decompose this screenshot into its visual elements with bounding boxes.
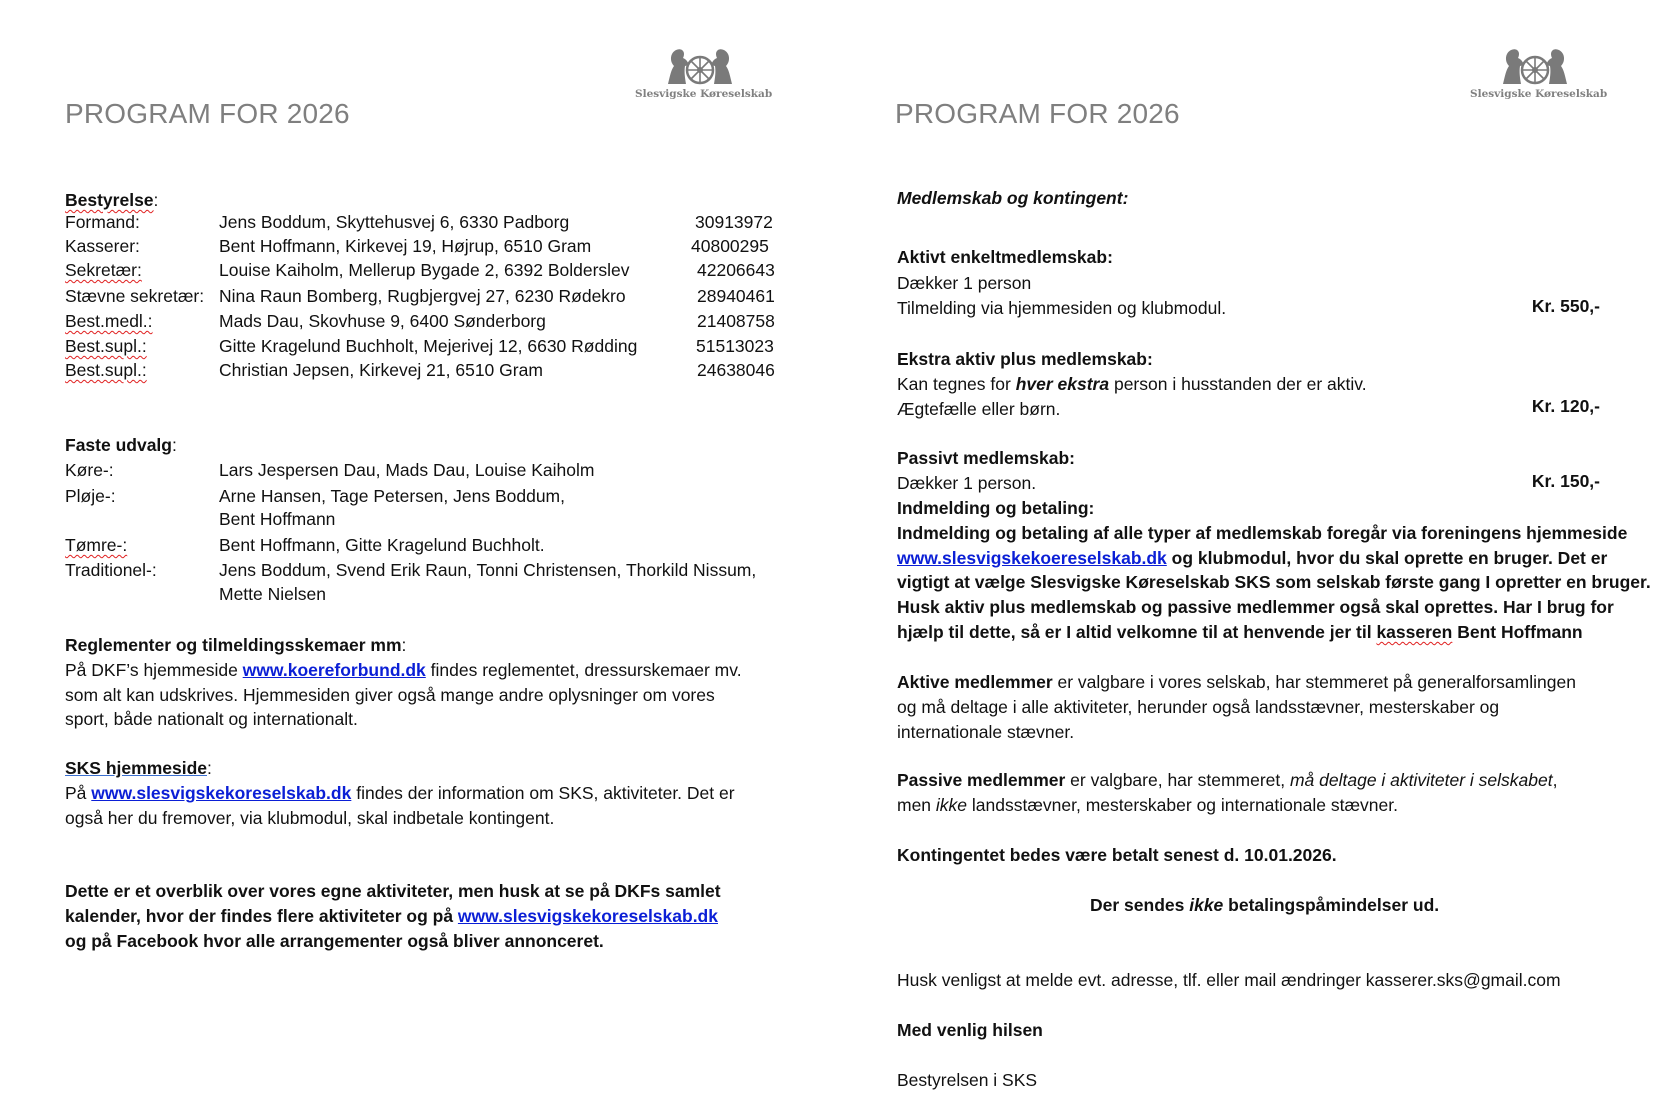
signature: Bestyrelsen i SKS [897,1070,1038,1090]
sks-website-link-2[interactable]: www.slesvigskekoreselskab.dk [457,905,718,926]
signup-section: Indmelding og betaling: Indmelding og betaling af alle typer af medlemskab foregår via foreningens hjemmeside www.slesvigskekoereselskab.dk og klubmodul, hvor du skal oprette en bruger. Det er vigtigt at vælge Slesvigske Køreselskab SKS som selskab første gang I opretter en bruger. Husk aktiv plus medlemskab og passive medlemmer også skal oprettes. Har I brug for hjælp til dette, så er I altid velkomne til at henvende jer til kasseren Bent Hoffmann [897,498,1651,642]
payment-deadline: Kontingentet bedes være betalt senest d. 10.01.2026. [897,845,1337,865]
board-role: Sekretær: [65,260,142,280]
logo-text: Slesvigske Køreselskab [1470,88,1608,100]
board-role: Best.supl.: [65,360,147,380]
page-title: PROGRAM FOR 2026 [65,98,350,129]
board-heading: Bestyrelse: [65,190,159,210]
price-passive: Kr. 150,- [1531,471,1600,491]
board-address: Gitte Kragelund Buchholt, Mejerivej 12, 6630 Rødding [219,336,638,356]
board-role: Best.supl.: [65,336,147,356]
committees-heading: Faste udvalg: [65,435,177,455]
closing-greeting: Med venlig hilsen [897,1020,1043,1040]
board-phone: 28940461 [697,286,775,306]
membership-section-heading: Medlemskab og kontingent: [897,188,1129,208]
lions-wheel-crest-icon [660,40,740,86]
committee-name: Tømre-: [65,535,128,555]
committee-members: Arne Hansen, Tage Petersen, Jens Boddum, [219,486,566,506]
no-reminder-notice: Der sendes ikke betalingspåmindelser ud. [1090,895,1440,915]
page-title: PROGRAM FOR 2026 [895,98,1180,129]
sks-website-link[interactable]: www.slesvigskekoreselskab.dk [91,782,352,803]
lions-wheel-crest-icon [1495,40,1575,86]
board-address: Nina Raun Bomberg, Rugbjergvej 27, 6230 Rødekro [219,286,626,306]
board-phone: 40800295 [691,236,769,256]
committee-members: Mette Nielsen [219,584,326,604]
membership-active-single: Aktivt enkeltmedlemskab: Dækker 1 person Tilmelding via hjemmesiden og klubmodul. [897,243,1226,321]
club-logo [1470,40,1608,100]
board-address: Louise Kaiholm, Mellerup Bygade 2, 6392 Bolderslev [219,260,630,280]
rules-heading: Reglementer og tilmeldingsskemaer mm [65,635,402,655]
committee-name: Køre-: [65,460,114,480]
overview-section: Dette er et overblik over vores egne aktiviteter, men husk at se på DKFs samlet kalender, hvor der findes flere aktiviteter og på www.slesvigskekoreselskab.dk og på Facebook hvor alle arrangementer også bliver annonceret. [65,881,721,951]
board-address: Bent Hoffmann, Kirkevej 19, Højrup, 6510 Gram [219,236,592,256]
sks-website-link[interactable]: www.slesvigskekoereselskab.dk [897,547,1167,568]
board-phone: 51513023 [696,336,774,356]
committee-name: Pløje-: [65,486,116,506]
board-phone: 21408758 [697,311,775,331]
committee-members: Jens Boddum, Svend Erik Raun, Tonni Christensen, Thorkild Nissum, [219,560,757,580]
membership-heading: Passivt medlemskab: [897,448,1076,468]
board-address: Christian Jepsen, Kirkevej 21, 6510 Gram [219,360,543,380]
board-role: Best.medl.: [65,311,153,331]
committee-members: Lars Jespersen Dau, Mads Dau, Louise Kaiholm [219,460,595,480]
membership-extra-active: Ekstra aktiv plus medlemskab: Kan tegnes for hver ekstra person i husstanden der er aktiv. Ægtefælle eller børn. [897,349,1367,419]
membership-heading: Aktivt enkeltmedlemskab: [897,247,1113,267]
committees-heading-text: Faste udvalg [65,435,172,455]
board-role: Stævne sekretær: [65,286,205,306]
active-members-info: Aktive medlemmer er valgbare i vores selskab, har stemmeret på generalforsamlingen og må deltage i alle aktiviteter, herunder også landsstævner, mesterskaber og internationale stævner. [897,672,1576,742]
board-role: Kasserer: [65,236,140,256]
rules-section: Reglementer og tilmeldingsskemaer mm: På DKF’s hjemmeside www.koereforbund.dk findes reglementet, dressurskemaer mv. som alt kan udskrives. Hjemmesiden giver også mange andre oplysninger om vores sport, både nationalt og internationalt. [65,635,742,730]
logo-text: Slesvigske Køreselskab [635,88,773,100]
board-phone: 30913972 [695,212,773,232]
membership-passive: Passivt medlemskab: Dækker 1 person. [897,448,1076,493]
board-phone: 24638046 [697,360,775,380]
committee-members: Bent Hoffmann, Gitte Kragelund Buchholt. [219,535,545,555]
board-phone: 42206643 [697,260,775,280]
passive-members-info: Passive medlemmer er valgbare, har stemmeret, må deltage i aktiviteter i selskabet, men ikke landsstævner, mesterskaber og internationale stævner. [897,770,1558,815]
club-logo [635,40,773,100]
committee-name: Traditionel-: [65,560,157,580]
signup-heading: Indmelding og betaling: [897,498,1095,518]
board-address: Jens Boddum, Skyttehusvej 6, 6330 Padborg [219,212,570,232]
board-address: Mads Dau, Skovhuse 9, 6400 Sønderborg [219,311,546,331]
sks-section: SKS hjemmeside: På www.slesvigskekoreselskab.dk findes der information om SKS, aktiviteter. Det er også her du fremover, via klubmodul, skal indbetale kontingent. [65,758,735,828]
koereforbund-link[interactable]: www.koereforbund.dk [242,659,426,680]
membership-heading: Ekstra aktiv plus medlemskab: [897,349,1153,369]
sks-heading: SKS hjemmeside [65,758,207,778]
committee-members: Bent Hoffmann [219,509,336,529]
contact-change-notice: Husk venligst at melde evt. adresse, tlf. eller mail ændringer kasserer.sks@gmail.com [897,970,1561,990]
board-role: Formand: [65,212,140,232]
price-active-single: Kr. 550,- [1531,296,1600,316]
price-extra-active: Kr. 120,- [1531,396,1600,416]
